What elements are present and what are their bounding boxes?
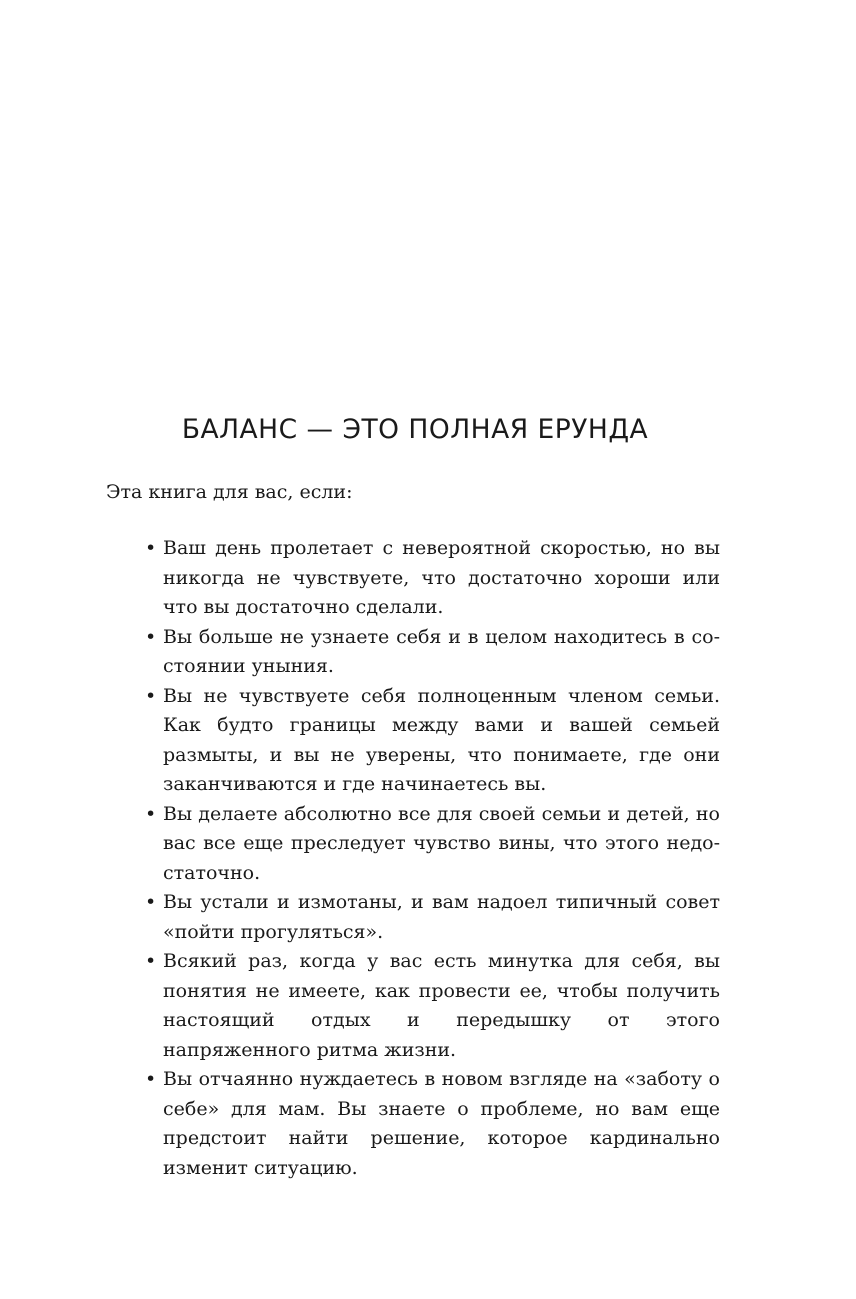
list-item	[145, 682, 720, 800]
list-item	[145, 623, 720, 682]
bullet-marker: •	[145, 802, 157, 825]
bullet-marker: •	[145, 684, 157, 707]
list-item-text: Вы устали и измотаны, и вам надоел типичный совет «пойти прогуляться».	[163, 891, 720, 943]
list-item-text: Всякий раз, когда у вас есть минутка для себя, вы понятия не имеете, как провести ее, чтобы получить настоящий отдых и передышку от этого напряженного ритма жизни.	[163, 950, 720, 1061]
chapter-title: БАЛАНС — ЭТО ПОЛНАЯ ЕРУНДА	[181, 414, 649, 445]
bullet-marker: •	[145, 891, 157, 913]
list-item-text: Ваш день пролетает с невероятной скоростью, но вы никогда не чувствуете, что достаточно хороши или что вы достаточно сделали.	[163, 537, 720, 618]
list-item-text: Вы делаете абсолютно все для своей семьи и детей, но вас все еще преследует чувство вины, что этого недостаточно.	[163, 802, 720, 884]
list-item	[145, 1065, 720, 1183]
list-item-text: Вы отчаянно нуждаетесь в новом взгляде на «заботу о себе» для мам. Вы знаете о проблеме, но вам еще предстоит найти решение, которое кардинально изменит ситуацию.	[163, 1068, 720, 1179]
bullet-marker: •	[145, 537, 157, 559]
intro-paragraph: Эта книга для вас, если:	[106, 481, 353, 503]
list-item-text: Вы не чувствуете себя полноценным членом семьи. Как будто границы между вами и вашей семьей размыты, и вы не уверены, что понимаете, где они заканчиваются и где начинаетесь вы.	[163, 684, 720, 795]
list-item	[145, 800, 720, 889]
list-item	[145, 534, 720, 623]
bullet-list	[145, 534, 720, 1183]
list-item	[145, 888, 720, 947]
list-item	[145, 947, 720, 1065]
bullet-marker: •	[145, 1068, 157, 1090]
list-item-text: Вы больше не узнаете себя и в целом находитесь в состоянии уныния.	[163, 625, 720, 677]
bullet-marker: •	[145, 625, 157, 648]
bullet-marker: •	[145, 950, 157, 972]
